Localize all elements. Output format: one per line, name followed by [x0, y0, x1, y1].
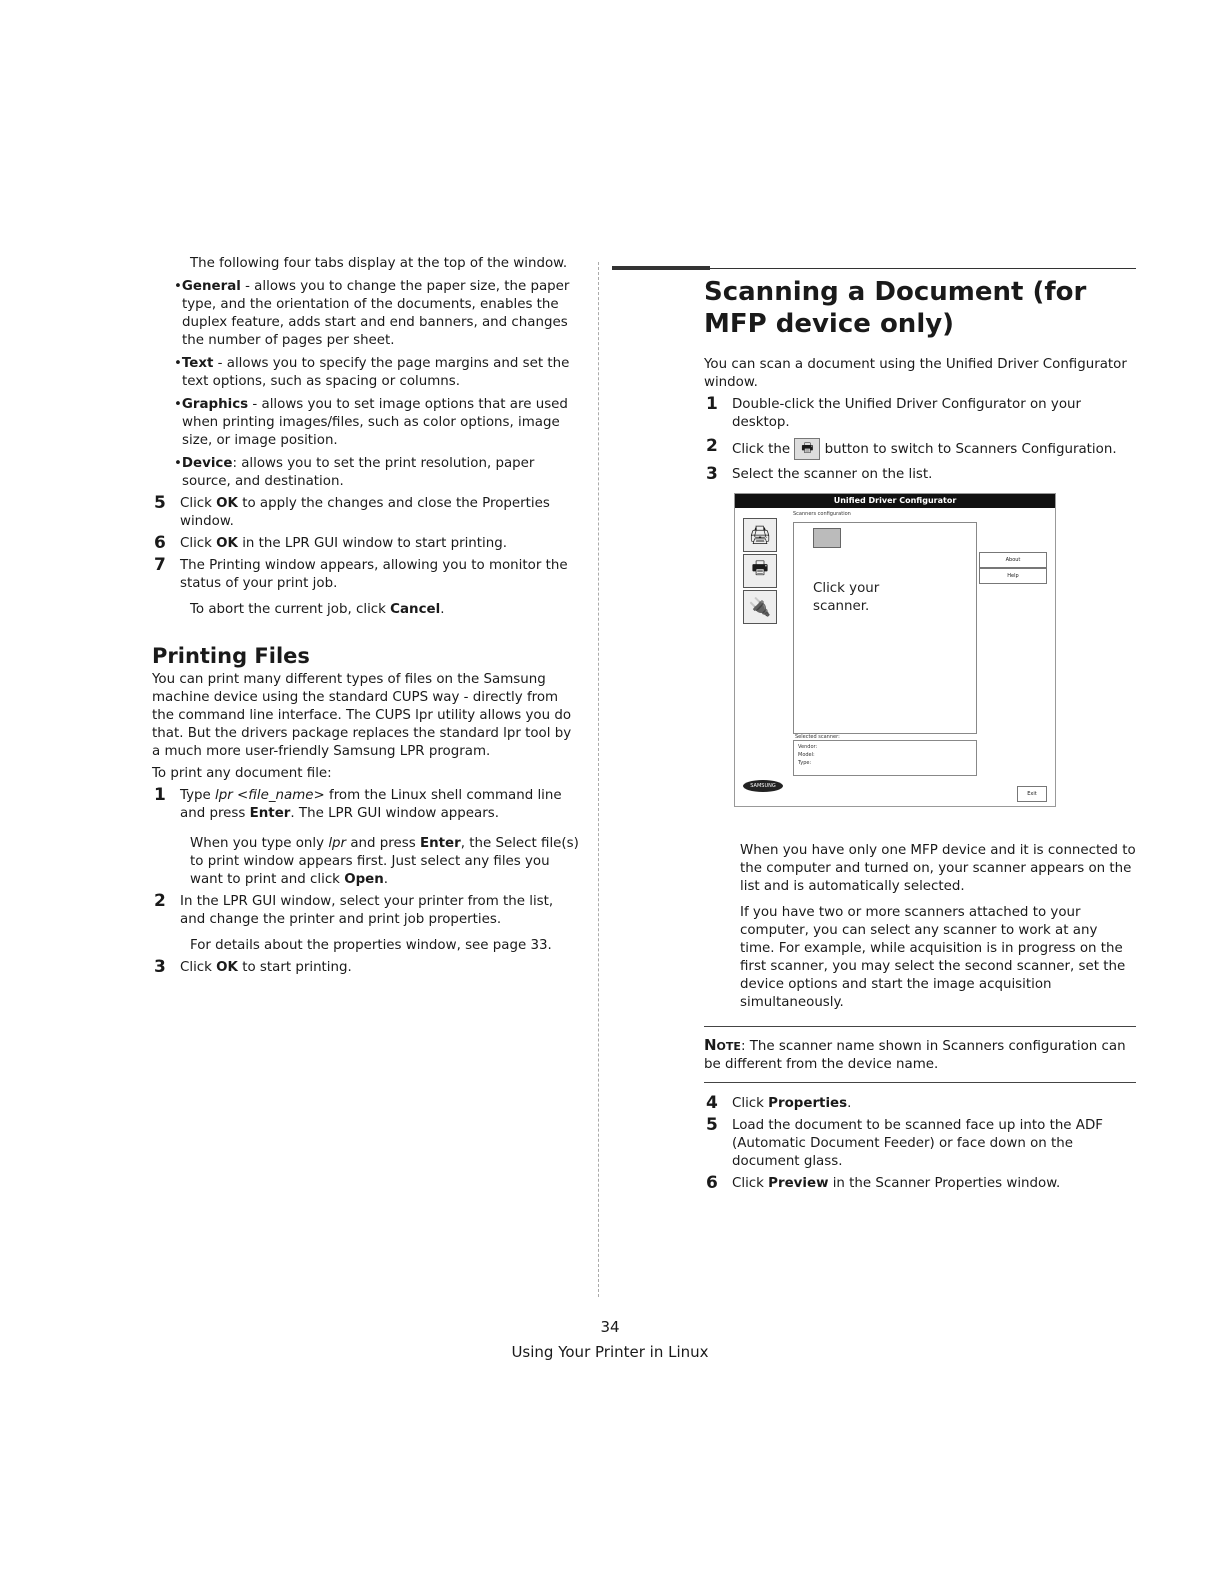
pf-step-1-note: When you type only lpr and press Enter, the Select file(s) to print window appears first. Just select any files you want to print and click Open. — [190, 836, 579, 887]
scan-step-5: 5 Load the document to be scanned face up into the ADF (Automatic Document Feeder) or face down on the document glass. — [706, 1115, 1103, 1169]
note-box — [704, 1026, 1136, 1083]
ports-config-icon[interactable]: 🔌 — [743, 590, 777, 624]
printers-config-icon[interactable]: 🖨 — [743, 518, 777, 552]
section-title-scanning: Scanning a Document (for MFP device only) — [704, 277, 1087, 339]
tab-text-desc: •Text - allows you to specify the page margins and set the text options, such as spacing or columns. — [174, 356, 570, 389]
note-text: : The scanner name shown in Scanners configuration can be different from the device name. — [704, 1039, 1126, 1072]
scanner-list[interactable] — [793, 522, 977, 734]
scan-step-3: 3 Select the scanner on the list. — [706, 464, 933, 484]
single-device-note: When you have only one MFP device and it is connected to the computer and turned on, your scanner appears on the list and is automatically selected. — [740, 843, 1136, 894]
scan-step-1: 1 Double-click the Unified Driver Configurator on your desktop. — [706, 394, 1081, 430]
vendor-label: Vendor: — [798, 744, 818, 750]
about-button[interactable]: About — [979, 552, 1047, 568]
scanners-config-icon[interactable]: 🖶 — [743, 554, 777, 588]
scan-step-4: 4 Click Properties. — [706, 1093, 852, 1113]
model-label: Model: — [798, 752, 815, 758]
multi-device-note: If you have two or more scanners attached to your computer, you can select any scanner to work at any time. For example, while acquisition is in progress on the first scanner, you may select the second scanner, set the device options and start the image acquisition simultaneously. — [740, 905, 1126, 1010]
tab-device-desc: •Device: allows you to set the print resolution, paper source, and destination. — [174, 456, 535, 489]
pf-step-1: 1 Type lpr <file_name> from the Linux shell command line and press Enter. The LPR GUI window appears. — [154, 785, 562, 821]
step-6: 6 Click OK in the LPR GUI window to start printing. — [154, 533, 507, 553]
left-column — [152, 255, 582, 977]
help-button[interactable]: Help — [979, 568, 1047, 584]
tab-graphics-desc: •Graphics - allows you to set image options that are used when printing images/files, such as color options, image size, or image position. — [174, 397, 568, 448]
scan-step-6: 6 Click Preview in the Scanner Properties window. — [706, 1173, 1061, 1193]
pf-step-3: 3 Click OK to start printing. — [154, 957, 352, 977]
exit-button[interactable]: Exit — [1017, 786, 1047, 802]
printing-files-intro: You can print many different types of files on the Samsung machine device using the standard CUPS way - directly from the command line interface. The CUPS lpr utility allows you do that. But the drivers package replaces the standard lpr tool by a much more user-friendly Samsung LPR program. — [152, 672, 572, 759]
click-scanner-hint: Click your scanner. — [813, 581, 880, 614]
pf-details: For details about the properties window, see page 33. — [190, 938, 552, 953]
selected-scanner-box — [793, 740, 977, 776]
section-title-printing-files: Printing Files — [152, 644, 310, 668]
pf-step-2: 2 In the LPR GUI window, select your printer from the list, and change the printer and print job properties. — [154, 891, 554, 927]
to-print-label: To print any document file: — [152, 766, 332, 781]
tabs-intro: The following four tabs display at the top of the window. — [190, 256, 568, 271]
samsung-logo: SAMSUNG — [743, 780, 783, 792]
note-label: Note — [704, 1036, 741, 1054]
column-divider — [598, 262, 599, 1297]
scanner-config-icon: 🖶 — [794, 438, 820, 460]
step-7: 7 The Printing window appears, allowing you to monitor the status of your print job. — [154, 555, 568, 591]
tab-general-desc: •General - allows you to change the paper size, the paper type, and the orientation of the documents, enables the duplex feature, adds start and end banners, and changes the number of pages per sheet. — [174, 279, 570, 348]
scanner-icon[interactable] — [813, 528, 841, 548]
page-number: 34 — [600, 1318, 620, 1336]
unified-driver-configurator-window — [734, 493, 1056, 807]
chapter-title: Using Your Printer in Linux — [511, 1343, 709, 1361]
window-title: Unified Driver Configurator — [735, 494, 1055, 508]
scanning-intro: You can scan a document using the Unified Driver Configurator window. — [704, 357, 1127, 390]
step-5: 5 Click OK to apply the changes and close the Properties window. — [154, 493, 550, 529]
scanners-config-label: Scanners configuration — [793, 511, 851, 517]
scan-step-2: 2 Click the 🖶 button to switch to Scanners Configuration. — [704, 438, 1136, 460]
abort-note: To abort the current job, click Cancel. — [190, 602, 445, 617]
selected-scanner-label: Selected scanner: — [795, 734, 840, 740]
type-label: Type: — [798, 760, 812, 766]
